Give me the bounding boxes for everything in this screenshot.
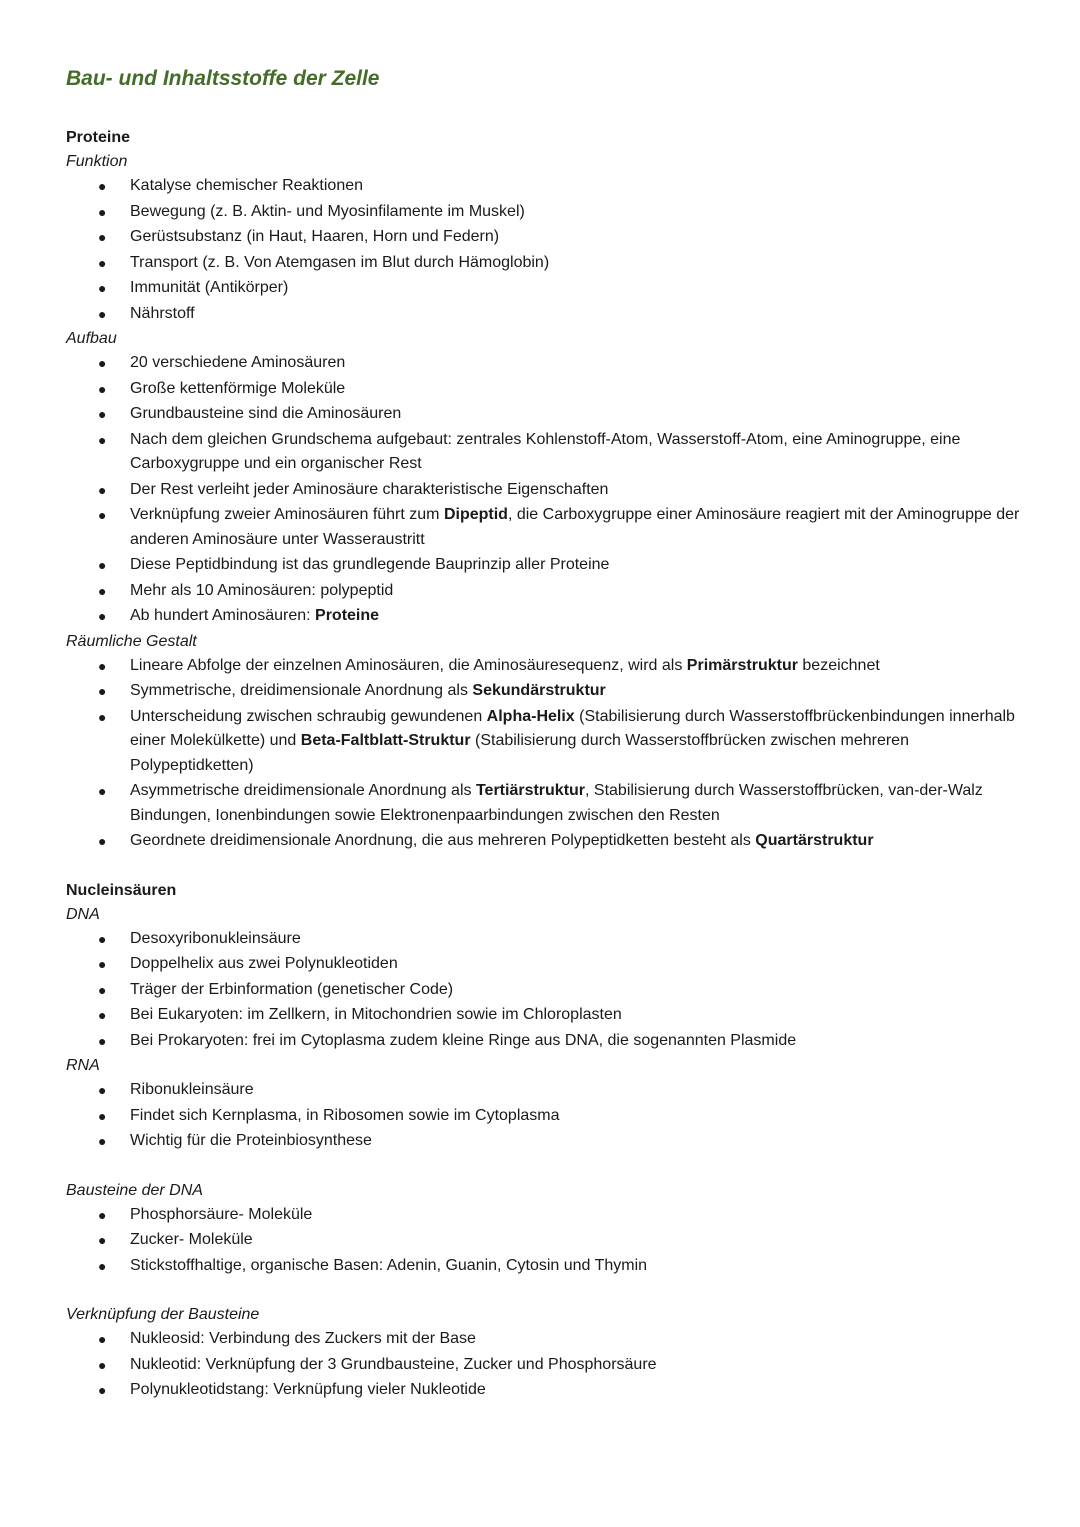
list-item <box>66 779 1026 828</box>
item-text: Asymmetrische dreidimensionale Anordnung als <box>130 782 476 799</box>
item-text: Diese Peptidbindung ist das grundlegende Bauprinzip aller Proteine <box>130 556 610 573</box>
item-text: Gerüstsubstanz (in Haut, Haaren, Horn und Federn) <box>130 228 500 245</box>
list-item <box>66 978 1026 1003</box>
item-text: Unterscheidung zwischen schraubig gewundenen <box>130 707 487 725</box>
bullet-icon: ● <box>98 1107 107 1124</box>
list-item <box>66 174 1026 199</box>
item-text: Lineare Abfolge der einzelnen Aminosäuren, die Aminosäuresequenz, wird als <box>130 656 687 674</box>
bold-term: Quartärstruktur <box>755 832 874 849</box>
item-text: Verknüpfung zweier Aminosäuren führt zum <box>130 506 444 523</box>
bullet-icon: ● <box>98 683 107 699</box>
list-item <box>66 1078 1026 1103</box>
bullet-icon: ● <box>98 203 107 220</box>
list-item <box>66 705 1026 779</box>
item-text: (Stabilisierung durch Wasserstoffbrückenbindungen innerhalb einer Molekülkette) und <box>130 707 1015 749</box>
bullet-list <box>66 351 1026 629</box>
list-item <box>66 654 1026 679</box>
item-text: Findet sich Kernplasma, in Ribosomen sowie im Cytoplasma <box>130 1106 560 1124</box>
document-body <box>66 126 1026 1403</box>
item-text: Der Rest verleiht jeder Aminosäure charakteristische Eigenschaften <box>130 480 609 498</box>
list-item <box>66 478 1026 503</box>
item-text: Transport (z. B. Von Atemgasen im Blut durch Hämoglobin) <box>130 253 550 271</box>
item-text: , Stabilisierung durch Wasserstoffbrücken, van-der-Walz Bindungen, Ionenbindungen sowie Elektronenpaarbindungen zwischen den Resten <box>130 782 983 824</box>
bullet-icon: ● <box>98 355 107 371</box>
item-text: Stickstoffhaltige, organische Basen: Adenin, Guanin, Cytosin und Thymin <box>130 1256 648 1274</box>
list-item <box>66 1203 1026 1228</box>
list-item <box>66 1378 1026 1403</box>
bullet-icon: ● <box>98 305 107 322</box>
spacer <box>66 855 1026 879</box>
list-item <box>66 251 1026 276</box>
list-item <box>66 377 1026 402</box>
subsection-heading: RNA <box>66 1057 100 1074</box>
subsection-heading: DNA <box>66 905 100 923</box>
spacer <box>66 1279 1026 1303</box>
bullet-icon: ● <box>98 1206 107 1223</box>
item-text: (Stabilisierung durch Wasserstoffbrücken zwischen mehreren Polypeptidketten) <box>130 732 909 774</box>
list-item <box>66 200 1026 225</box>
bullet-icon: ● <box>98 229 107 245</box>
bullet-icon: ● <box>98 1082 107 1098</box>
spacer <box>66 1155 1026 1179</box>
bullet-icon: ● <box>98 708 107 725</box>
section <box>66 879 1026 1403</box>
item-text: Ab hundert Aminosäuren: <box>130 607 316 624</box>
bullet-list <box>66 1327 1026 1403</box>
item-text: Mehr als 10 Aminosäuren: polypeptid <box>130 581 394 599</box>
list-item <box>66 604 1026 629</box>
list-item <box>66 1254 1026 1279</box>
bullet-icon: ● <box>98 1232 107 1248</box>
list-item <box>66 302 1026 327</box>
bullet-icon: ● <box>98 280 107 296</box>
item-text: Wichtig für die Proteinbiosynthese <box>130 1132 372 1149</box>
list-item <box>66 1228 1026 1253</box>
bullet-icon: ● <box>98 431 107 448</box>
item-text: Doppelhelix aus zwei Polynukleotiden <box>130 955 398 972</box>
list-item <box>66 1003 1026 1028</box>
bullet-icon: ● <box>98 608 107 624</box>
item-text: Große kettenförmige Moleküle <box>130 379 346 397</box>
list-item <box>66 829 1026 854</box>
list-item <box>66 952 1026 977</box>
list-item <box>66 276 1026 301</box>
bullet-icon: ● <box>98 582 107 599</box>
item-text: Träger der Erbinformation (genetischer Code) <box>130 980 454 998</box>
bullet-icon: ● <box>98 1133 107 1149</box>
bullet-icon: ● <box>98 833 107 849</box>
bullet-icon: ● <box>98 1356 107 1373</box>
item-text: Nukleotid: Verknüpfung der 3 Grundbausteine, Zucker und Phosphorsäure <box>130 1355 657 1373</box>
list-item <box>66 351 1026 376</box>
list-item <box>66 1327 1026 1352</box>
list-item <box>66 1353 1026 1378</box>
list-item <box>66 503 1026 552</box>
bold-term: Primärstruktur <box>686 656 798 674</box>
item-text: Symmetrische, dreidimensionale Anordnung als <box>130 682 473 699</box>
bullet-icon: ● <box>98 481 107 498</box>
list-item <box>66 553 1026 578</box>
item-text: 20 verschiedene Aminosäuren <box>130 354 346 371</box>
subsection-heading: Verknüpfung der Bausteine <box>66 1306 260 1323</box>
bullet-icon: ● <box>98 380 107 397</box>
list-item <box>66 679 1026 704</box>
bullet-icon: ● <box>98 783 107 799</box>
item-text: Bewegung (z. B. Aktin- und Myosinfilamente im Muskel) <box>130 202 525 220</box>
bullet-icon: ● <box>98 956 107 972</box>
document-page <box>66 60 1026 1404</box>
bullet-icon: ● <box>98 1032 107 1049</box>
bold-term: Dipeptid <box>443 506 508 523</box>
subsection-heading: Aufbau <box>66 330 117 347</box>
section <box>66 126 1026 854</box>
bullet-icon: ● <box>98 557 107 573</box>
item-text: Zucker- Moleküle <box>130 1231 253 1248</box>
list-item <box>66 428 1026 477</box>
subsection-heading: Funktion <box>66 153 128 170</box>
bullet-icon: ● <box>98 406 107 422</box>
spacer <box>66 94 1026 126</box>
item-text: Ribonukleinsäure <box>130 1081 254 1098</box>
bullet-icon: ● <box>98 1007 107 1023</box>
item-text: Immunität (Antikörper) <box>130 279 289 296</box>
list-item <box>66 225 1026 250</box>
bold-term: Alpha-Helix <box>486 707 575 725</box>
bullet-icon: ● <box>98 1331 107 1347</box>
item-text: Nährstoff <box>130 304 195 322</box>
bullet-icon: ● <box>98 1382 107 1398</box>
bullet-list <box>66 1078 1026 1154</box>
item-text: , die Carboxygruppe einer Aminosäure reagiert mit der Aminogruppe der anderen Aminosäure unter Wasseraustritt <box>130 506 1020 548</box>
subsection-heading: Räumliche Gestalt <box>66 632 197 650</box>
bullet-icon: ● <box>98 981 107 998</box>
bold-term: Tertiärstruktur <box>475 782 586 799</box>
page-title: Bau- und Inhaltsstoffe der Zelle <box>66 67 380 90</box>
bullet-list <box>66 174 1026 326</box>
bullet-list <box>66 1203 1026 1279</box>
bold-term: Proteine <box>315 607 380 624</box>
bullet-icon: ● <box>98 930 107 947</box>
item-text: Desoxyribonukleinsäure <box>130 929 301 947</box>
bullet-list <box>66 654 1026 854</box>
list-item <box>66 927 1026 952</box>
section-heading: Nucleinsäuren <box>66 881 177 899</box>
list-item <box>66 402 1026 427</box>
bullet-icon: ● <box>98 254 107 271</box>
item-text: Bei Eukaryoten: im Zellkern, in Mitochondrien sowie im Chloroplasten <box>130 1006 622 1023</box>
bullet-icon: ● <box>98 657 107 674</box>
bold-term: Beta-Faltblatt-Struktur <box>300 732 471 749</box>
list-item <box>66 1029 1026 1054</box>
list-item <box>66 1129 1026 1154</box>
bullet-icon: ● <box>98 507 107 523</box>
item-text: Polynukleotidstang: Verknüpfung vieler Nukleotide <box>130 1381 486 1398</box>
section-heading: Proteine <box>66 129 131 146</box>
bullet-icon: ● <box>98 1257 107 1274</box>
list-item <box>66 1104 1026 1129</box>
list-item <box>66 579 1026 604</box>
bullet-list <box>66 927 1026 1054</box>
item-text: Grundbausteine sind die Aminosäuren <box>130 405 402 422</box>
item-text: Katalyse chemischer Reaktionen <box>130 177 364 194</box>
item-text: Phosphorsäure- Moleküle <box>130 1205 313 1223</box>
item-text: bezeichnet <box>797 656 880 674</box>
item-text: Nach dem gleichen Grundschema aufgebaut: zentrales Kohlenstoff-Atom, Wasserstoff-Atom, eine Aminogruppe, eine Carboxygruppe und ein organischer Rest <box>130 430 961 472</box>
item-text: Nukleosid: Verbindung des Zuckers mit der Base <box>130 1330 476 1347</box>
bullet-icon: ● <box>98 178 107 194</box>
item-text: Bei Prokaryoten: frei im Cytoplasma zudem kleine Ringe aus DNA, die sogenannten Plasmide <box>130 1031 797 1049</box>
item-text: Geordnete dreidimensionale Anordnung, die aus mehreren Polypeptidketten besteht als <box>130 832 756 849</box>
subsection-heading: Bausteine der DNA <box>66 1181 203 1199</box>
bold-term: Sekundärstruktur <box>472 682 606 699</box>
